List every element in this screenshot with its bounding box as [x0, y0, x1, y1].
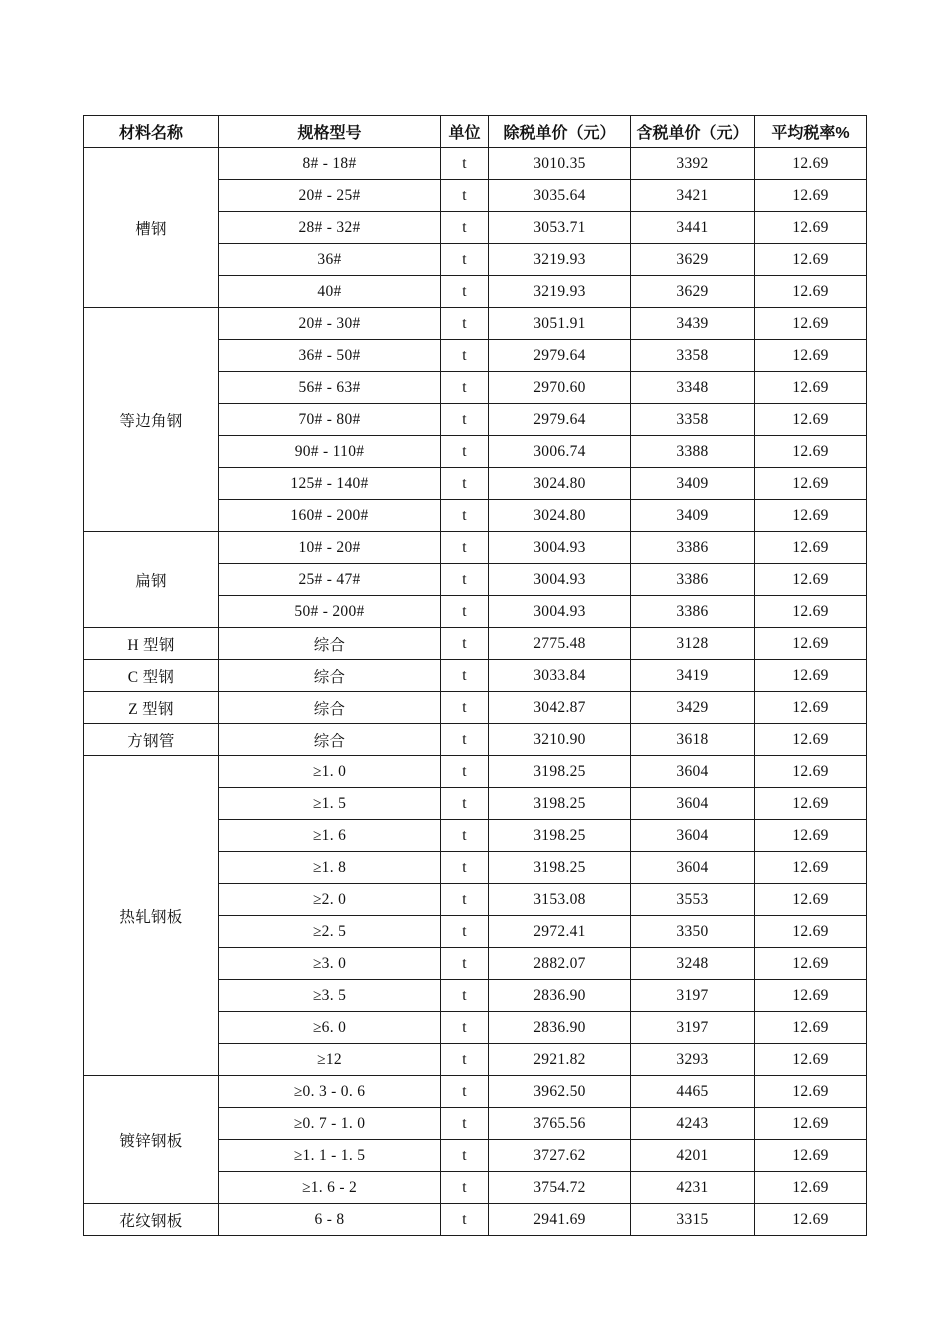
tax-rate-cell: 12.69 [755, 404, 867, 436]
spec-cell: 160# - 200# [219, 500, 441, 532]
price-ex-tax-cell: 2979.64 [489, 404, 631, 436]
tax-rate-cell: 12.69 [755, 180, 867, 212]
price-inc-tax-cell: 3248 [631, 948, 755, 980]
price-ex-tax-cell: 3198.25 [489, 788, 631, 820]
tax-rate-cell: 12.69 [755, 980, 867, 1012]
unit-cell: t [441, 596, 489, 628]
material-cell: 镀锌钢板 [84, 1076, 219, 1204]
unit-cell: t [441, 628, 489, 660]
header-unit: 单位 [441, 116, 489, 148]
spec-cell: ≥2. 0 [219, 884, 441, 916]
price-table [83, 115, 867, 1236]
price-ex-tax-cell: 3153.08 [489, 884, 631, 916]
spec-cell: ≥1. 1 - 1. 5 [219, 1140, 441, 1172]
spec-cell: 8# - 18# [219, 148, 441, 180]
tax-rate-cell: 12.69 [755, 884, 867, 916]
tax-rate-cell: 12.69 [755, 500, 867, 532]
unit-cell: t [441, 468, 489, 500]
price-ex-tax-cell: 2970.60 [489, 372, 631, 404]
price-ex-tax-cell: 3754.72 [489, 1172, 631, 1204]
spec-cell: 36# [219, 244, 441, 276]
tax-rate-cell: 12.69 [755, 788, 867, 820]
header-price-inc-tax: 含税单价（元） [631, 116, 755, 148]
price-inc-tax-cell: 3421 [631, 180, 755, 212]
price-inc-tax-cell: 3392 [631, 148, 755, 180]
price-ex-tax-cell: 3024.80 [489, 468, 631, 500]
tax-rate-cell: 12.69 [755, 596, 867, 628]
spec-cell: ≥6. 0 [219, 1012, 441, 1044]
tax-rate-cell: 12.69 [755, 276, 867, 308]
spec-cell: 40# [219, 276, 441, 308]
price-inc-tax-cell: 3429 [631, 692, 755, 724]
spec-cell: 28# - 32# [219, 212, 441, 244]
price-inc-tax-cell: 3629 [631, 276, 755, 308]
price-ex-tax-cell: 3198.25 [489, 756, 631, 788]
header-price-ex-tax: 除税单价（元） [489, 116, 631, 148]
unit-cell: t [441, 884, 489, 916]
price-inc-tax-cell: 3293 [631, 1044, 755, 1076]
table-row [84, 1204, 867, 1236]
table-row [84, 692, 867, 724]
price-ex-tax-cell: 3051.91 [489, 308, 631, 340]
spec-cell: 56# - 63# [219, 372, 441, 404]
price-inc-tax-cell: 3604 [631, 756, 755, 788]
price-inc-tax-cell: 3439 [631, 308, 755, 340]
unit-cell: t [441, 916, 489, 948]
spec-cell: 20# - 25# [219, 180, 441, 212]
unit-cell: t [441, 1044, 489, 1076]
spec-cell: 50# - 200# [219, 596, 441, 628]
tax-rate-cell: 12.69 [755, 1204, 867, 1236]
spec-cell: 25# - 47# [219, 564, 441, 596]
spec-cell: 20# - 30# [219, 308, 441, 340]
spec-cell: ≥1. 0 [219, 756, 441, 788]
unit-cell: t [441, 1140, 489, 1172]
spec-cell: ≥1. 6 - 2 [219, 1172, 441, 1204]
spec-cell: ≥1. 8 [219, 852, 441, 884]
spec-cell: ≥1. 5 [219, 788, 441, 820]
tax-rate-cell: 12.69 [755, 340, 867, 372]
unit-cell: t [441, 1204, 489, 1236]
price-inc-tax-cell: 3409 [631, 500, 755, 532]
unit-cell: t [441, 148, 489, 180]
price-inc-tax-cell: 3604 [631, 788, 755, 820]
tax-rate-cell: 12.69 [755, 436, 867, 468]
spec-cell: 综合 [219, 692, 441, 724]
spec-cell: ≥12 [219, 1044, 441, 1076]
material-cell: 扁钢 [84, 532, 219, 628]
unit-cell: t [441, 852, 489, 884]
price-inc-tax-cell: 4231 [631, 1172, 755, 1204]
header-spec-model: 规格型号 [219, 116, 441, 148]
tax-rate-cell: 12.69 [755, 724, 867, 756]
price-inc-tax-cell: 3386 [631, 564, 755, 596]
price-ex-tax-cell: 2775.48 [489, 628, 631, 660]
tax-rate-cell: 12.69 [755, 212, 867, 244]
price-inc-tax-cell: 3604 [631, 852, 755, 884]
price-inc-tax-cell: 3386 [631, 532, 755, 564]
tax-rate-cell: 12.69 [755, 628, 867, 660]
price-ex-tax-cell: 3010.35 [489, 148, 631, 180]
table-row [84, 1076, 867, 1108]
price-ex-tax-cell: 3042.87 [489, 692, 631, 724]
tax-rate-cell: 12.69 [755, 244, 867, 276]
tax-rate-cell: 12.69 [755, 1076, 867, 1108]
price-ex-tax-cell: 2836.90 [489, 980, 631, 1012]
price-inc-tax-cell: 4465 [631, 1076, 755, 1108]
spec-cell: 6 - 8 [219, 1204, 441, 1236]
price-ex-tax-cell: 3006.74 [489, 436, 631, 468]
price-ex-tax-cell: 2882.07 [489, 948, 631, 980]
price-ex-tax-cell: 2972.41 [489, 916, 631, 948]
tax-rate-cell: 12.69 [755, 660, 867, 692]
spec-cell: 10# - 20# [219, 532, 441, 564]
price-inc-tax-cell: 3618 [631, 724, 755, 756]
price-ex-tax-cell: 2979.64 [489, 340, 631, 372]
table-row [84, 308, 867, 340]
material-cell: H 型钢 [84, 628, 219, 660]
unit-cell: t [441, 436, 489, 468]
price-ex-tax-cell: 3727.62 [489, 1140, 631, 1172]
unit-cell: t [441, 692, 489, 724]
unit-cell: t [441, 788, 489, 820]
material-cell: C 型钢 [84, 660, 219, 692]
unit-cell: t [441, 564, 489, 596]
price-table-header [84, 116, 867, 148]
price-ex-tax-cell: 3210.90 [489, 724, 631, 756]
spec-cell: ≥3. 5 [219, 980, 441, 1012]
price-ex-tax-cell: 3053.71 [489, 212, 631, 244]
price-inc-tax-cell: 3348 [631, 372, 755, 404]
price-inc-tax-cell: 3409 [631, 468, 755, 500]
unit-cell: t [441, 340, 489, 372]
price-inc-tax-cell: 3350 [631, 916, 755, 948]
unit-cell: t [441, 756, 489, 788]
tax-rate-cell: 12.69 [755, 948, 867, 980]
spec-cell: 综合 [219, 660, 441, 692]
tax-rate-cell: 12.69 [755, 916, 867, 948]
unit-cell: t [441, 724, 489, 756]
unit-cell: t [441, 308, 489, 340]
material-cell: 槽钢 [84, 148, 219, 308]
spec-cell: 综合 [219, 724, 441, 756]
price-ex-tax-cell: 3024.80 [489, 500, 631, 532]
price-ex-tax-cell: 3198.25 [489, 820, 631, 852]
price-inc-tax-cell: 3441 [631, 212, 755, 244]
material-cell: 热轧钢板 [84, 756, 219, 1076]
tax-rate-cell: 12.69 [755, 468, 867, 500]
table-row [84, 148, 867, 180]
unit-cell: t [441, 1012, 489, 1044]
price-ex-tax-cell: 3004.93 [489, 596, 631, 628]
unit-cell: t [441, 180, 489, 212]
spec-cell: ≥1. 6 [219, 820, 441, 852]
material-cell: 方钢管 [84, 724, 219, 756]
tax-rate-cell: 12.69 [755, 148, 867, 180]
tax-rate-cell: 12.69 [755, 1012, 867, 1044]
tax-rate-cell: 12.69 [755, 532, 867, 564]
price-table-body [84, 148, 867, 1236]
price-inc-tax-cell: 3553 [631, 884, 755, 916]
price-inc-tax-cell: 3197 [631, 1012, 755, 1044]
table-row [84, 756, 867, 788]
price-inc-tax-cell: 3358 [631, 340, 755, 372]
unit-cell: t [441, 660, 489, 692]
header-material-name: 材料名称 [84, 116, 219, 148]
spec-cell: 125# - 140# [219, 468, 441, 500]
tax-rate-cell: 12.69 [755, 692, 867, 724]
header-avg-tax-rate: 平均税率% [755, 116, 867, 148]
unit-cell: t [441, 212, 489, 244]
unit-cell: t [441, 276, 489, 308]
header-row [84, 116, 867, 148]
price-ex-tax-cell: 2921.82 [489, 1044, 631, 1076]
unit-cell: t [441, 244, 489, 276]
tax-rate-cell: 12.69 [755, 820, 867, 852]
unit-cell: t [441, 404, 489, 436]
tax-rate-cell: 12.69 [755, 308, 867, 340]
tax-rate-cell: 12.69 [755, 564, 867, 596]
tax-rate-cell: 12.69 [755, 852, 867, 884]
tax-rate-cell: 12.69 [755, 1044, 867, 1076]
table-row [84, 724, 867, 756]
table-row [84, 628, 867, 660]
price-ex-tax-cell: 3035.64 [489, 180, 631, 212]
unit-cell: t [441, 1076, 489, 1108]
unit-cell: t [441, 948, 489, 980]
price-inc-tax-cell: 3419 [631, 660, 755, 692]
price-inc-tax-cell: 3358 [631, 404, 755, 436]
price-inc-tax-cell: 3315 [631, 1204, 755, 1236]
material-cell: 花纹钢板 [84, 1204, 219, 1236]
price-inc-tax-cell: 3197 [631, 980, 755, 1012]
unit-cell: t [441, 1108, 489, 1140]
price-inc-tax-cell: 3629 [631, 244, 755, 276]
spec-cell: 综合 [219, 628, 441, 660]
price-inc-tax-cell: 4201 [631, 1140, 755, 1172]
price-inc-tax-cell: 4243 [631, 1108, 755, 1140]
price-ex-tax-cell: 3198.25 [489, 852, 631, 884]
table-row [84, 532, 867, 564]
tax-rate-cell: 12.69 [755, 756, 867, 788]
spec-cell: 70# - 80# [219, 404, 441, 436]
unit-cell: t [441, 820, 489, 852]
spec-cell: 90# - 110# [219, 436, 441, 468]
price-ex-tax-cell: 2941.69 [489, 1204, 631, 1236]
unit-cell: t [441, 500, 489, 532]
tax-rate-cell: 12.69 [755, 372, 867, 404]
price-ex-tax-cell: 3765.56 [489, 1108, 631, 1140]
spec-cell: ≥0. 7 - 1. 0 [219, 1108, 441, 1140]
price-inc-tax-cell: 3388 [631, 436, 755, 468]
unit-cell: t [441, 1172, 489, 1204]
material-cell: 等边角钢 [84, 308, 219, 532]
spec-cell: 36# - 50# [219, 340, 441, 372]
tax-rate-cell: 12.69 [755, 1172, 867, 1204]
price-inc-tax-cell: 3604 [631, 820, 755, 852]
price-ex-tax-cell: 3004.93 [489, 564, 631, 596]
spec-cell: ≥0. 3 - 0. 6 [219, 1076, 441, 1108]
price-ex-tax-cell: 2836.90 [489, 1012, 631, 1044]
tax-rate-cell: 12.69 [755, 1140, 867, 1172]
price-ex-tax-cell: 3219.93 [489, 244, 631, 276]
price-inc-tax-cell: 3386 [631, 596, 755, 628]
unit-cell: t [441, 372, 489, 404]
unit-cell: t [441, 980, 489, 1012]
unit-cell: t [441, 532, 489, 564]
table-row [84, 660, 867, 692]
material-cell: Z 型钢 [84, 692, 219, 724]
price-ex-tax-cell: 3962.50 [489, 1076, 631, 1108]
price-inc-tax-cell: 3128 [631, 628, 755, 660]
tax-rate-cell: 12.69 [755, 1108, 867, 1140]
price-ex-tax-cell: 3219.93 [489, 276, 631, 308]
spec-cell: ≥2. 5 [219, 916, 441, 948]
price-ex-tax-cell: 3004.93 [489, 532, 631, 564]
price-ex-tax-cell: 3033.84 [489, 660, 631, 692]
spec-cell: ≥3. 0 [219, 948, 441, 980]
